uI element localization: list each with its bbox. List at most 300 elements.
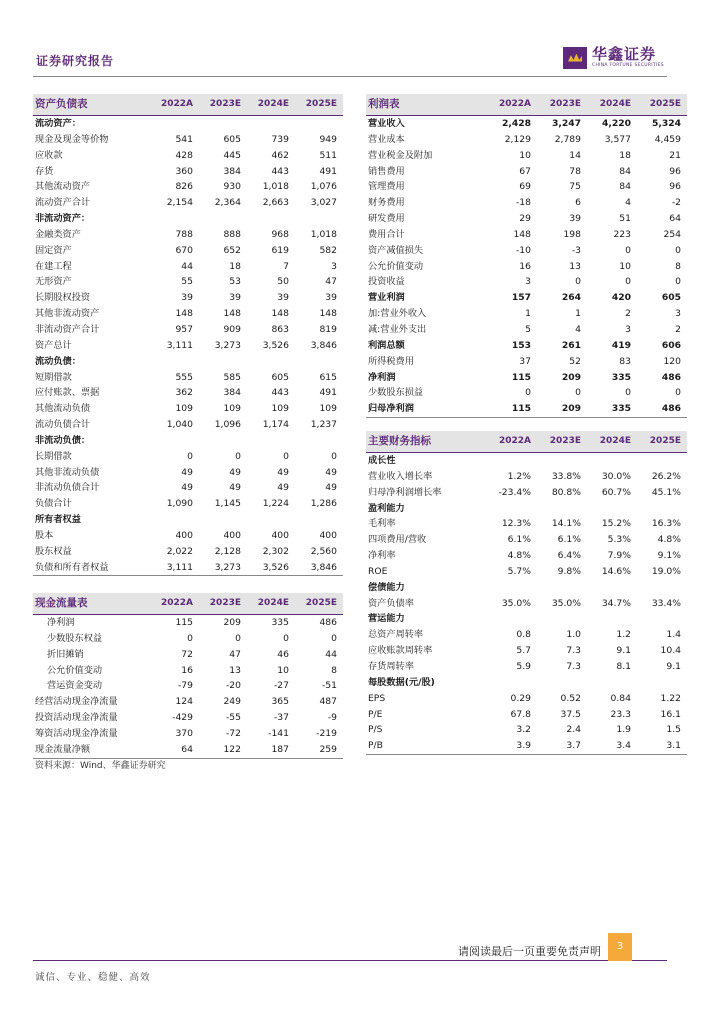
cell-value: 3,846 bbox=[295, 560, 343, 576]
row-label: ROE bbox=[368, 565, 388, 577]
row-label: 每股数据(元/股) bbox=[368, 676, 435, 688]
cell-value: 615 bbox=[319, 371, 337, 383]
row-label: 销售费用 bbox=[368, 165, 405, 177]
table-row bbox=[33, 179, 343, 195]
row-label: 营业收入 bbox=[368, 118, 405, 129]
cell-value: 10 bbox=[519, 149, 531, 161]
cell-value: 18 bbox=[619, 149, 631, 161]
table-row bbox=[366, 211, 687, 227]
cell-value: 863 bbox=[271, 323, 289, 335]
cell-value: 47 bbox=[325, 276, 337, 288]
cell-value: -219 bbox=[316, 727, 337, 739]
cell-value: 44 bbox=[325, 648, 337, 660]
cell-value bbox=[295, 433, 343, 449]
row-label: 应收款 bbox=[35, 149, 63, 161]
cell-value: 16 bbox=[181, 664, 193, 676]
year-header: 2023E bbox=[537, 431, 587, 453]
cell-value bbox=[637, 501, 687, 517]
table-row bbox=[33, 195, 343, 211]
cell-value: 148 bbox=[319, 308, 337, 320]
cell-value: 49 bbox=[325, 482, 337, 494]
row-label: 股东权益 bbox=[35, 545, 72, 557]
cash-flow-table bbox=[33, 593, 343, 759]
cell-value: 3,526 bbox=[247, 560, 295, 576]
row-label: 非流动负债合计 bbox=[35, 482, 100, 494]
page-number: 3 bbox=[608, 933, 632, 961]
table-row bbox=[366, 469, 687, 485]
table-row bbox=[366, 132, 687, 148]
cell-value: 80.8% bbox=[551, 486, 581, 498]
year-header: 2024E bbox=[247, 593, 295, 615]
table-row bbox=[33, 726, 343, 742]
cell-value: 486 bbox=[661, 371, 681, 383]
cell-value: 16.3% bbox=[651, 518, 681, 530]
cell-value: 1.2 bbox=[616, 629, 631, 641]
cell-value bbox=[537, 501, 587, 517]
cell-value: 1.2% bbox=[507, 470, 531, 482]
table-row bbox=[33, 370, 343, 386]
row-label: 其他非流动负债 bbox=[35, 466, 100, 478]
row-label: 营运资金变动 bbox=[47, 680, 103, 692]
cell-value: 3,027 bbox=[310, 197, 337, 209]
cell-value: 67 bbox=[519, 165, 531, 177]
cell-value: 491 bbox=[319, 387, 337, 399]
cell-value bbox=[587, 675, 637, 691]
cell-value: 1.4 bbox=[666, 629, 681, 641]
table-row bbox=[33, 631, 343, 647]
cell-value: 84 bbox=[619, 165, 631, 177]
logo-name-cn: 华鑫证券 bbox=[592, 45, 657, 63]
row-label: 折旧摊销 bbox=[47, 648, 84, 660]
income-statement-title: 利润表 bbox=[366, 94, 487, 116]
cell-value: 264 bbox=[561, 292, 581, 304]
cell-value: -429 bbox=[172, 712, 193, 724]
row-label: 其他流动负债 bbox=[35, 403, 91, 415]
row-label: 其他流动资产 bbox=[35, 181, 91, 193]
cell-value: 29 bbox=[519, 213, 531, 225]
cell-value: 365 bbox=[271, 696, 289, 708]
cell-value: 619 bbox=[271, 244, 289, 256]
cell-value: 400 bbox=[319, 529, 337, 541]
cell-value bbox=[587, 611, 637, 627]
cell-value: 0 bbox=[331, 632, 337, 644]
cell-value: 555 bbox=[175, 371, 193, 383]
cell-value: 2,302 bbox=[262, 545, 289, 557]
row-label: 利润总额 bbox=[368, 339, 405, 351]
cell-value: 930 bbox=[223, 181, 241, 193]
year-header: 2023E bbox=[537, 94, 587, 116]
cell-value: 0 bbox=[187, 450, 193, 462]
table-row bbox=[366, 259, 687, 275]
row-label: 应收账款周转率 bbox=[368, 645, 433, 657]
cell-value bbox=[247, 211, 295, 227]
cell-value: 6.4% bbox=[557, 550, 581, 562]
cell-value bbox=[151, 354, 199, 370]
cell-value: 49 bbox=[181, 482, 193, 494]
cell-value: 3.4 bbox=[587, 738, 637, 754]
row-label: 管理费用 bbox=[368, 181, 405, 193]
cell-value bbox=[537, 453, 587, 469]
table-row bbox=[33, 465, 343, 481]
logo-name-en: CHINA FORTUNE SECURITIES bbox=[592, 63, 664, 68]
table-row bbox=[366, 532, 687, 548]
cell-value: 55 bbox=[181, 276, 193, 288]
cell-value: 487 bbox=[319, 696, 337, 708]
cell-value: 3.1 bbox=[637, 738, 687, 754]
cell-value: 148 bbox=[271, 308, 289, 320]
cell-value: 0 bbox=[283, 450, 289, 462]
cell-value: 120 bbox=[663, 355, 681, 367]
table-row bbox=[366, 738, 687, 754]
cell-value: 49 bbox=[229, 466, 241, 478]
cell-value: 13 bbox=[229, 664, 241, 676]
cell-value: 223 bbox=[613, 228, 631, 240]
cell-value bbox=[487, 501, 537, 517]
cell-value: 14 bbox=[569, 149, 581, 161]
cell-value bbox=[637, 453, 687, 469]
cell-value: 541 bbox=[175, 133, 193, 145]
row-label: 长期股权投资 bbox=[35, 292, 91, 304]
table-row bbox=[366, 516, 687, 532]
cell-value: 14.6% bbox=[601, 565, 631, 577]
cell-value: 83 bbox=[619, 355, 631, 367]
row-label: 非流动资产： bbox=[35, 213, 91, 225]
cell-value: 34.7% bbox=[601, 597, 631, 609]
cell-value: 428 bbox=[175, 149, 193, 161]
cell-value: 2,364 bbox=[214, 197, 241, 209]
disclaimer-divider bbox=[33, 960, 667, 961]
cell-value: 3.2 bbox=[516, 724, 531, 736]
row-label: 其他非流动资产 bbox=[35, 308, 100, 320]
table-row bbox=[366, 338, 687, 354]
cell-value: 44 bbox=[181, 260, 193, 272]
cell-value: -79 bbox=[177, 680, 193, 692]
cell-value bbox=[487, 611, 537, 627]
cell-value: 0 bbox=[283, 632, 289, 644]
cell-value: 582 bbox=[319, 244, 337, 256]
key-indicators-table bbox=[366, 431, 687, 755]
table-row bbox=[366, 485, 687, 501]
table-row bbox=[366, 354, 687, 370]
cell-value: 1.22 bbox=[660, 692, 681, 704]
table-row bbox=[33, 496, 343, 512]
data-source-note: 资料来源：Wind、华鑫证券研究 bbox=[35, 761, 166, 771]
cell-value: 4,459 bbox=[654, 133, 681, 145]
cell-value: 1,224 bbox=[262, 498, 289, 510]
cell-value: 9.1% bbox=[657, 550, 681, 562]
cell-value: 2 bbox=[625, 308, 631, 320]
row-label: 经营活动现金净流量 bbox=[35, 696, 118, 708]
table-row bbox=[366, 659, 687, 675]
cell-value: 400 bbox=[175, 529, 193, 541]
cell-value: 49 bbox=[181, 466, 193, 478]
cell-value bbox=[537, 611, 587, 627]
cell-value: 35.0% bbox=[551, 597, 581, 609]
table-row bbox=[33, 560, 343, 576]
year-header: 2024E bbox=[247, 94, 295, 116]
cell-value: 0.8 bbox=[516, 629, 531, 641]
cell-value: 109 bbox=[223, 403, 241, 415]
cell-value: 1 bbox=[525, 308, 531, 320]
cell-value: 39 bbox=[277, 292, 289, 304]
cell-value: 1,090 bbox=[166, 498, 193, 510]
cell-value: 12.3% bbox=[501, 518, 531, 530]
cell-value: 3,273 bbox=[214, 339, 241, 351]
cell-value: 109 bbox=[319, 403, 337, 415]
cell-value: 443 bbox=[271, 387, 289, 399]
cell-value: 2,663 bbox=[262, 197, 289, 209]
cell-value: -37 bbox=[273, 712, 289, 724]
cell-value: 4,220 bbox=[601, 118, 631, 129]
cell-value: 78 bbox=[569, 165, 581, 177]
cell-value: 96 bbox=[669, 165, 681, 177]
row-label: 金融类资产 bbox=[35, 228, 81, 240]
cell-value bbox=[537, 675, 587, 691]
row-label: 应付账款、票据 bbox=[35, 387, 100, 399]
cell-value: 605 bbox=[223, 133, 241, 145]
cell-value: 2 bbox=[675, 323, 681, 335]
row-label: 现金及现金等价物 bbox=[35, 133, 109, 145]
cell-value: 491 bbox=[319, 165, 337, 177]
cell-value: 0 bbox=[625, 387, 631, 399]
cell-value: 335 bbox=[271, 617, 289, 628]
cell-value: 0 bbox=[331, 450, 337, 462]
cell-value: 486 bbox=[319, 617, 337, 628]
row-label: 所得税费用 bbox=[368, 355, 414, 367]
cell-value: 9.1 bbox=[666, 660, 681, 672]
year-header: 2025E bbox=[295, 593, 343, 615]
cell-value: 96 bbox=[669, 181, 681, 193]
row-label: 营业成本 bbox=[368, 133, 405, 145]
cell-value: 5.3% bbox=[607, 534, 631, 546]
row-label: 资产负债率 bbox=[368, 597, 414, 609]
row-label: 流动负债： bbox=[35, 355, 81, 367]
table-row bbox=[366, 322, 687, 338]
row-label: 无形资产 bbox=[35, 276, 72, 288]
cell-value: 18 bbox=[229, 260, 241, 272]
cell-value bbox=[199, 354, 247, 370]
row-label: 现金流量净额 bbox=[33, 742, 151, 758]
cell-value: 0 bbox=[625, 276, 631, 288]
cell-value: 9.1 bbox=[616, 645, 631, 657]
cell-value: 419 bbox=[611, 339, 631, 351]
row-label: 净利润 bbox=[47, 617, 75, 628]
cell-value: 115 bbox=[511, 371, 531, 383]
row-label: 所有者权益 bbox=[35, 514, 81, 526]
cell-value: 2,128 bbox=[214, 545, 241, 557]
cell-value: 45.1% bbox=[651, 486, 681, 498]
cell-value: 51 bbox=[619, 213, 631, 225]
row-label: 归母净利润 bbox=[366, 401, 487, 417]
cell-value: 1.0 bbox=[566, 629, 581, 641]
cell-value: 1,040 bbox=[166, 419, 193, 431]
cell-value: 0 bbox=[625, 244, 631, 256]
table-row bbox=[366, 306, 687, 322]
cell-value: 2,022 bbox=[166, 545, 193, 557]
year-header: 2022A bbox=[151, 593, 199, 615]
row-label: 资产减值损失 bbox=[368, 244, 424, 256]
cell-value: 606 bbox=[661, 339, 681, 351]
row-label: 投资收益 bbox=[368, 276, 405, 288]
cell-value: 362 bbox=[175, 387, 193, 399]
cell-value: 84 bbox=[619, 181, 631, 193]
row-label: 毛利率 bbox=[368, 518, 396, 530]
cell-value: 64 bbox=[151, 742, 199, 758]
cell-value: 445 bbox=[223, 149, 241, 161]
row-label: 费用合计 bbox=[368, 228, 405, 240]
table-row bbox=[33, 449, 343, 465]
table-row bbox=[33, 544, 343, 560]
table-row bbox=[366, 453, 687, 469]
cell-value: 16 bbox=[519, 260, 531, 272]
table-row bbox=[33, 211, 343, 227]
cell-value: 3 bbox=[331, 260, 337, 272]
table-row bbox=[366, 290, 687, 306]
cell-value: 21 bbox=[669, 149, 681, 161]
cell-value: 3,273 bbox=[199, 560, 247, 576]
cell-value: 1,145 bbox=[214, 498, 241, 510]
cell-value: -55 bbox=[225, 712, 241, 724]
cell-value: 4 bbox=[625, 197, 631, 209]
cell-value: 1,076 bbox=[310, 181, 337, 193]
row-label: 净利润 bbox=[368, 371, 396, 383]
table-row bbox=[33, 164, 343, 180]
cell-value: 5.9 bbox=[516, 660, 531, 672]
cell-value: 1,096 bbox=[214, 419, 241, 431]
table-row bbox=[366, 274, 687, 290]
cell-value: 249 bbox=[223, 696, 241, 708]
row-label: P/S bbox=[368, 724, 383, 736]
cell-value: 5.7 bbox=[516, 645, 531, 657]
logo-mark-icon bbox=[563, 47, 587, 69]
cell-value bbox=[199, 433, 247, 449]
cell-value: 826 bbox=[175, 181, 193, 193]
cell-value: 0 bbox=[187, 632, 193, 644]
cell-value: -51 bbox=[321, 680, 337, 692]
table-row bbox=[366, 564, 687, 580]
cell-value: 3,111 bbox=[151, 560, 199, 576]
cell-value: 6.1% bbox=[557, 534, 581, 546]
cell-value bbox=[199, 512, 247, 528]
cell-value: 652 bbox=[223, 244, 241, 256]
year-header: 2023E bbox=[199, 593, 247, 615]
row-label: 流动资产合计 bbox=[35, 197, 91, 209]
cell-value: -27 bbox=[273, 680, 289, 692]
table-row bbox=[366, 179, 687, 195]
cell-value: 0 bbox=[525, 387, 531, 399]
table-row bbox=[366, 691, 687, 707]
table-row bbox=[33, 385, 343, 401]
cell-value: 37.5 bbox=[560, 708, 581, 720]
cell-value: 819 bbox=[319, 323, 337, 335]
cell-value: 64 bbox=[669, 213, 681, 225]
cell-value: -20 bbox=[225, 680, 241, 692]
table-row bbox=[366, 596, 687, 612]
cell-value: 37 bbox=[519, 355, 531, 367]
row-label: 少数股东损益 bbox=[368, 387, 424, 399]
cell-value: 3,526 bbox=[262, 339, 289, 351]
cell-value: 1 bbox=[575, 308, 581, 320]
row-label: 少数股东权益 bbox=[47, 632, 103, 644]
cell-value: 605 bbox=[661, 292, 681, 304]
table-row bbox=[366, 370, 687, 386]
cell-value: 7.3 bbox=[566, 645, 581, 657]
cell-value: 335 bbox=[587, 401, 637, 417]
table-row bbox=[33, 647, 343, 663]
cell-value: 400 bbox=[271, 529, 289, 541]
table-row bbox=[366, 675, 687, 691]
cell-value: 0 bbox=[675, 387, 681, 399]
cell-value: 7.3 bbox=[566, 660, 581, 672]
table-row bbox=[366, 707, 687, 723]
cell-value: 109 bbox=[175, 403, 193, 415]
row-label: 公允价值变动 bbox=[47, 664, 103, 676]
cell-value: 2,560 bbox=[310, 545, 337, 557]
cell-value: 46 bbox=[277, 648, 289, 660]
cell-value: 35.0% bbox=[501, 597, 531, 609]
row-label: 营运能力 bbox=[368, 613, 405, 625]
cell-value: 2,129 bbox=[504, 133, 531, 145]
cell-value: 10 bbox=[277, 664, 289, 676]
cell-value: 949 bbox=[319, 133, 337, 145]
balance-sheet-table bbox=[33, 94, 343, 576]
table-row bbox=[366, 385, 687, 401]
table-row bbox=[366, 195, 687, 211]
cell-value bbox=[199, 116, 247, 132]
cell-value: 511 bbox=[319, 149, 337, 161]
row-label: P/E bbox=[368, 708, 383, 720]
year-header: 2025E bbox=[637, 431, 687, 453]
table-row bbox=[33, 694, 343, 710]
row-label: 非流动负债： bbox=[35, 434, 91, 446]
table-row bbox=[366, 401, 687, 417]
cell-value: 39 bbox=[181, 292, 193, 304]
table-row bbox=[33, 148, 343, 164]
cell-value: 360 bbox=[175, 165, 193, 177]
row-label: 股本 bbox=[35, 529, 54, 541]
cell-value: 67.8 bbox=[510, 708, 531, 720]
cell-value: 16.1 bbox=[660, 708, 681, 720]
cell-value: 124 bbox=[175, 696, 193, 708]
cell-value bbox=[247, 354, 295, 370]
cell-value: 420 bbox=[611, 292, 631, 304]
cell-value: 148 bbox=[513, 228, 531, 240]
table-row bbox=[33, 274, 343, 290]
cell-value: 153 bbox=[511, 339, 531, 351]
cell-value: 1.5 bbox=[666, 724, 681, 736]
table-row bbox=[366, 643, 687, 659]
cell-value: 72 bbox=[181, 648, 193, 660]
cell-value bbox=[295, 354, 343, 370]
cell-value bbox=[151, 433, 199, 449]
cell-value: 0 bbox=[675, 276, 681, 288]
year-header: 2022A bbox=[487, 94, 537, 116]
row-label: 营业利润 bbox=[368, 292, 405, 304]
cell-value: 122 bbox=[199, 742, 247, 758]
cell-value: 670 bbox=[175, 244, 193, 256]
cell-value: 33.8% bbox=[551, 470, 581, 482]
cell-value bbox=[247, 116, 295, 132]
cell-value: 8 bbox=[331, 664, 337, 676]
cell-value: 0 bbox=[675, 244, 681, 256]
cell-value: 254 bbox=[663, 228, 681, 240]
year-header: 2023E bbox=[199, 94, 247, 116]
cell-value: 2,428 bbox=[501, 118, 531, 129]
cell-value: 443 bbox=[271, 165, 289, 177]
cell-value: 605 bbox=[271, 371, 289, 383]
row-label: P/B bbox=[366, 738, 487, 754]
cell-value: 13 bbox=[569, 260, 581, 272]
